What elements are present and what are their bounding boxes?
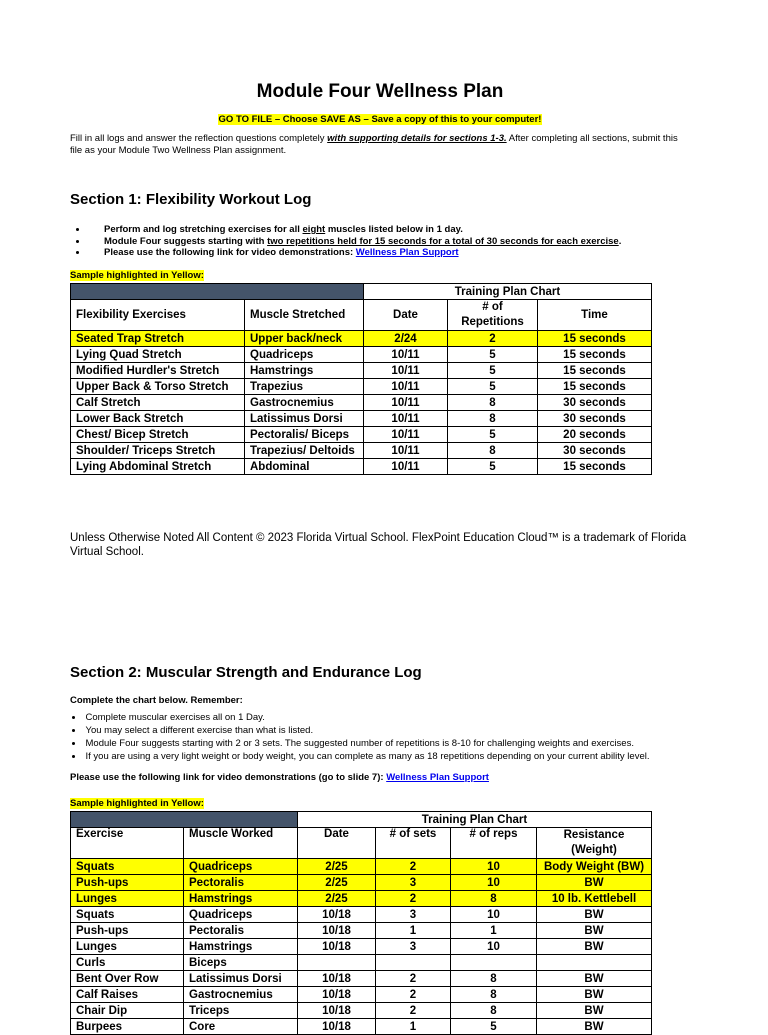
- table-cell: Push-ups: [71, 875, 184, 891]
- table-cell: Lower Back Stretch: [71, 411, 245, 427]
- table-cell: Chest/ Bicep Stretch: [71, 427, 245, 443]
- table-cell: 3: [376, 939, 451, 955]
- table-cell: Upper Back & Torso Stretch: [71, 379, 245, 395]
- section2-link-line: [70, 772, 489, 783]
- table-row: [71, 987, 652, 1003]
- table-row: [71, 923, 652, 939]
- table-cell: Core: [184, 1019, 298, 1035]
- table-cell: 3: [376, 907, 451, 923]
- table-cell: Bent Over Row: [71, 971, 184, 987]
- list-item: [88, 247, 621, 259]
- table-row: [71, 955, 652, 971]
- table-cell: 10: [451, 875, 537, 891]
- sample-label-text: Sample highlighted in Yellow:: [70, 798, 204, 809]
- column-header: Date: [364, 300, 448, 331]
- table-cell: Modified Hurdler's Stretch: [71, 363, 245, 379]
- table-cell: 10/18: [298, 971, 376, 987]
- table-cell: Chair Dip: [71, 1003, 184, 1019]
- table-cell: 2: [376, 891, 451, 907]
- table-cell: [376, 955, 451, 971]
- table-row: [71, 1019, 652, 1035]
- save-notice: GO TO FILE – Choose SAVE AS – Save a copy of this to your computer!: [218, 114, 542, 125]
- section1-heading: Section 1: Flexibility Workout Log: [70, 191, 312, 208]
- table-cell: 8: [448, 443, 538, 459]
- table-cell: 10/11: [364, 411, 448, 427]
- table-cell: 2/25: [298, 859, 376, 875]
- table-cell: 5: [448, 363, 538, 379]
- section1-bullets: [70, 224, 621, 259]
- table-row: [71, 907, 652, 923]
- table-cell: Pectoralis/ Biceps: [245, 427, 364, 443]
- bullet-text: Please use the following link for video demonstrations:: [104, 247, 356, 258]
- section2-intro: Complete the chart below. Remember:: [70, 695, 243, 706]
- table-header-blank: [71, 812, 298, 828]
- table-cell: Upper back/neck: [245, 331, 364, 347]
- intro-before: Fill in all logs and answer the reflection questions completely: [70, 133, 328, 144]
- table-cell: 1: [376, 1019, 451, 1035]
- table-cell: 2/24: [364, 331, 448, 347]
- table-cell: Hamstrings: [184, 891, 298, 907]
- intro-emphasis: with supporting details for sections 1-3.: [327, 133, 507, 144]
- sample-table-row: [71, 875, 652, 891]
- table-row: [71, 379, 652, 395]
- bullet-text: muscles listed below in 1 day.: [325, 224, 463, 235]
- section2-heading: Section 2: Muscular Strength and Endurance Log: [70, 664, 422, 681]
- wellness-plan-support-link[interactable]: Wellness Plan Support: [355, 247, 459, 258]
- table-cell: 15 seconds: [538, 331, 652, 347]
- copyright-footer: Unless Otherwise Noted All Content © 2023 Florida Virtual School. FlexPoint Education Cloud™ is a trademark of Florida Virtual School.: [70, 532, 687, 558]
- table-cell: Triceps: [184, 1003, 298, 1019]
- table-cell: Abdominal: [245, 459, 364, 475]
- flexibility-table: [70, 283, 652, 475]
- table-row: [71, 939, 652, 955]
- table-cell: 2: [376, 987, 451, 1003]
- table-cell: Latissimus Dorsi: [184, 971, 298, 987]
- table-cell: 10/18: [298, 987, 376, 1003]
- table-cell: 10: [451, 907, 537, 923]
- table-cell: 8: [451, 891, 537, 907]
- strength-table: [70, 811, 652, 1035]
- table-cell: 5: [448, 459, 538, 475]
- table-cell: Hamstrings: [245, 363, 364, 379]
- table-row: [71, 411, 652, 427]
- table-cell: 5: [451, 1019, 537, 1035]
- table-cell: 1: [451, 923, 537, 939]
- table-cell: Lunges: [71, 939, 184, 955]
- wellness-plan-support-link-2[interactable]: Wellness Plan Support: [386, 772, 489, 783]
- column-header: Exercise: [71, 828, 184, 859]
- table-cell: Biceps: [184, 955, 298, 971]
- table-cell: 10/11: [364, 347, 448, 363]
- column-header: # of sets: [376, 828, 451, 859]
- table-cell: 8: [451, 971, 537, 987]
- section2-bullets: [70, 711, 649, 763]
- table-cell: Pectoralis: [184, 923, 298, 939]
- table-row: [71, 427, 652, 443]
- table-header-blank: [71, 284, 364, 300]
- table-cell: 3: [376, 875, 451, 891]
- table-cell: 2: [376, 1003, 451, 1019]
- table-cell: BW: [537, 971, 652, 987]
- sample-table-row: [71, 891, 652, 907]
- table-cell: 10/18: [298, 907, 376, 923]
- table-cell: Quadriceps: [184, 907, 298, 923]
- table-cell: BW: [537, 987, 652, 1003]
- list-item: • You may select a different exercise than what is listed.: [72, 724, 649, 737]
- table-cell: 10/18: [298, 923, 376, 939]
- column-header: # of Repetitions: [448, 300, 538, 331]
- table-cell: 5: [448, 347, 538, 363]
- column-header: Date: [298, 828, 376, 859]
- column-header: Muscle Stretched: [245, 300, 364, 331]
- save-notice-wrap: [70, 109, 690, 127]
- table-cell: 2/25: [298, 875, 376, 891]
- table-cell: BW: [537, 1003, 652, 1019]
- column-header: Resistance (Weight): [537, 828, 652, 859]
- list-item: • Complete muscular exercises all on 1 Day.: [72, 711, 649, 724]
- list-item: [88, 236, 621, 248]
- table-cell: Shoulder/ Triceps Stretch: [71, 443, 245, 459]
- column-header: # of reps: [451, 828, 537, 859]
- table-cell: BW: [537, 907, 652, 923]
- table-cell: 2: [376, 859, 451, 875]
- bullet-underlined: two repetitions held for 15 seconds for a total of 30 seconds for each exercise: [267, 235, 619, 247]
- list-item: [88, 224, 621, 236]
- table-cell: BW: [537, 923, 652, 939]
- table-cell: Quadriceps: [184, 859, 298, 875]
- table-cell: 30 seconds: [538, 411, 652, 427]
- table-cell: [537, 955, 652, 971]
- table-row: [71, 443, 652, 459]
- training-plan-chart-header: Training Plan Chart: [298, 812, 652, 828]
- table-cell: Calf Stretch: [71, 395, 245, 411]
- column-header: Muscle Worked: [184, 828, 298, 859]
- document-title: Module Four Wellness Plan: [256, 81, 504, 102]
- column-header: Flexibility Exercises: [71, 300, 245, 331]
- table-cell: Trapezius: [245, 379, 364, 395]
- training-plan-chart-header: Training Plan Chart: [364, 284, 652, 300]
- table-cell: 10/11: [364, 395, 448, 411]
- table-cell: 2: [376, 971, 451, 987]
- table-cell: BW: [537, 939, 652, 955]
- table-cell: 30 seconds: [538, 443, 652, 459]
- bullet-text: .: [618, 235, 622, 247]
- section2-sample-label: [70, 798, 204, 809]
- table-cell: 10/18: [298, 939, 376, 955]
- bullet-underlined: eight: [302, 224, 326, 235]
- table-cell: 10/11: [364, 363, 448, 379]
- table-cell: Gastrocnemius: [184, 987, 298, 1003]
- bullet-text: Module Four suggests starting with: [104, 235, 268, 247]
- table-row: [71, 1003, 652, 1019]
- table-cell: 8: [448, 395, 538, 411]
- table-row: [71, 395, 652, 411]
- table-row: [71, 347, 652, 363]
- table-cell: 10/11: [364, 379, 448, 395]
- section1-sample-label: [70, 270, 204, 281]
- table-cell: 10/18: [298, 1019, 376, 1035]
- table-cell: 10/11: [364, 459, 448, 475]
- table-cell: 8: [448, 411, 538, 427]
- table-cell: [298, 955, 376, 971]
- table-cell: Curls: [71, 955, 184, 971]
- table-cell: 30 seconds: [538, 395, 652, 411]
- table-cell: 10/11: [364, 427, 448, 443]
- table-cell: 8: [451, 1003, 537, 1019]
- table-cell: Calf Raises: [71, 987, 184, 1003]
- table-cell: Burpees: [71, 1019, 184, 1035]
- table-cell: Quadriceps: [245, 347, 364, 363]
- list-item: • Module Four suggests starting with 2 or 3 sets. The suggested number of repetitions is 8-10 for challenging weights and exercises.: [72, 737, 649, 750]
- table-cell: 15 seconds: [538, 363, 652, 379]
- table-cell: Latissimus Dorsi: [245, 411, 364, 427]
- table-cell: Body Weight (BW): [537, 859, 652, 875]
- table-cell: 2: [448, 331, 538, 347]
- table-cell: Pectoralis: [184, 875, 298, 891]
- table-cell: 15 seconds: [538, 459, 652, 475]
- table-cell: 10/18: [298, 1003, 376, 1019]
- table-cell: Squats: [71, 859, 184, 875]
- table-cell: Lying Abdominal Stretch: [71, 459, 245, 475]
- table-cell: 15 seconds: [538, 347, 652, 363]
- table-cell: 1: [376, 923, 451, 939]
- table-cell: 5: [448, 427, 538, 443]
- table-cell: 2/25: [298, 891, 376, 907]
- table-row: [71, 363, 652, 379]
- list-item: • If you are using a very light weight or body weight, you can complete as many as 18 repetitions depending on your current ability level.: [72, 750, 649, 763]
- table-cell: BW: [537, 1019, 652, 1035]
- table-cell: Squats: [71, 907, 184, 923]
- table-cell: Gastrocnemius: [245, 395, 364, 411]
- sample-table-row: [71, 859, 652, 875]
- intro-paragraph: [70, 133, 690, 157]
- table-cell: 15 seconds: [538, 379, 652, 395]
- table-cell: 10: [451, 939, 537, 955]
- column-header: Time: [538, 300, 652, 331]
- table-row: [71, 971, 652, 987]
- table-cell: Hamstrings: [184, 939, 298, 955]
- table-cell: BW: [537, 875, 652, 891]
- table-row: [71, 459, 652, 475]
- table-cell: Lunges: [71, 891, 184, 907]
- sample-label-text: Sample highlighted in Yellow:: [70, 270, 204, 281]
- link-line-text: Please use the following link for video demonstrations (go to slide 7):: [70, 772, 387, 783]
- table-cell: 20 seconds: [538, 427, 652, 443]
- table-cell: 10/11: [364, 443, 448, 459]
- table-cell: 8: [451, 987, 537, 1003]
- table-cell: 10 lb. Kettlebell: [537, 891, 652, 907]
- intro-after: After completing all sections, submit this file as your Module Two Wellness Plan assignment.: [70, 133, 678, 156]
- table-cell: Push-ups: [71, 923, 184, 939]
- bullet-text: Perform and log stretching exercises for all: [104, 224, 303, 235]
- sample-table-row: [71, 331, 652, 347]
- table-cell: Lying Quad Stretch: [71, 347, 245, 363]
- table-cell: Trapezius/ Deltoids: [245, 443, 364, 459]
- table-cell: [451, 955, 537, 971]
- table-cell: 5: [448, 379, 538, 395]
- table-cell: Seated Trap Stretch: [71, 331, 245, 347]
- table-cell: 10: [451, 859, 537, 875]
